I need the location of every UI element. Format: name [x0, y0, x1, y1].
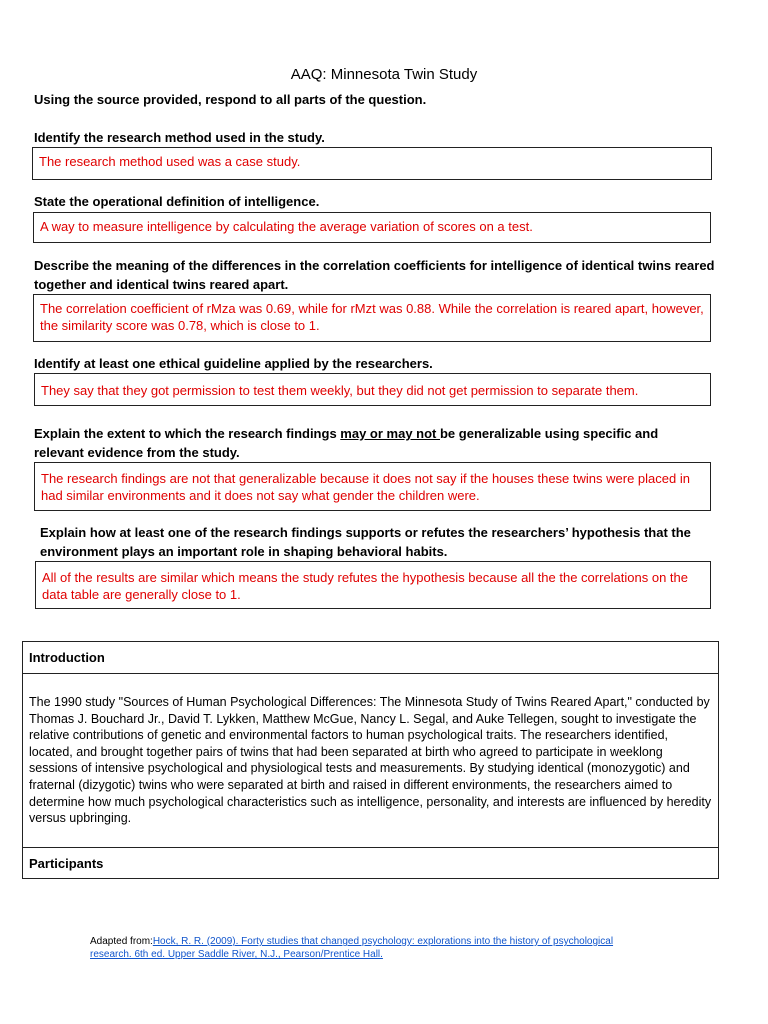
- answer-box-6[interactable]: All of the results are similar which means the study refutes the hypothesis because all the the correlations on the data table are generally close to 1.: [35, 561, 711, 609]
- citation-prefix: Adapted from:: [90, 936, 153, 947]
- citation: [90, 935, 650, 961]
- question-2: State the operational definition of intelligence.: [34, 194, 320, 209]
- question-1: Identify the research method used in the study.: [34, 130, 325, 145]
- introduction-heading: Introduction: [23, 642, 718, 674]
- question-5-underlined-text: may or may not: [340, 426, 440, 441]
- page-title: AAQ: Minnesota Twin Study: [290, 66, 478, 83]
- info-table: [22, 641, 719, 879]
- instructions: Using the source provided, respond to all parts of the question.: [34, 92, 427, 107]
- question-3: Describe the meaning of the differences in the correlation coefficients for intelligence of identical twins reared together and identical twins reared apart.: [34, 258, 715, 292]
- answer-box-3[interactable]: The correlation coefficient of rMza was 0.69, while for rMzt was 0.88. While the correlation is reared apart, however, the similarity score was 0.78, which is close to 1.: [33, 294, 711, 342]
- answer-box-2[interactable]: A way to measure intelligence by calculating the average variation of scores on a test.: [33, 212, 711, 243]
- introduction-text: The 1990 study "Sources of Human Psychological Differences: The Minnesota Study of Twins Reared Apart," conducted by Thomas J. Bouchard Jr., David T. Lykken, Matthew McGue, Nancy L. Segal, and Auke Tellegen, sought to investigate the relative contributions of genetic and environmental factors to human psychological traits. The researchers identified, located, and brought together pairs of twins that had been separated at birth who agreed to participate in weeklong sessions of intensive psychological and physiological tests and measurements. By studying identical (monozygotic) and fraternal (dizygotic) twins who were separated at birth and raised in different environments, the researchers aimed to determine how much psychological characteristics such as intelligence, personality, and interests are influenced by heredity versus upbringing.: [23, 674, 718, 848]
- answer-box-1[interactable]: The research method used was a case study.: [32, 147, 712, 180]
- answer-box-5[interactable]: The research findings are not that generalizable because it does not say if the houses these twins were placed in had similar environments and it does not say what gender the children were.: [34, 462, 711, 511]
- question-4: Identify at least one ethical guideline applied by the researchers.: [34, 356, 433, 371]
- question-6: Explain how at least one of the research findings supports or refutes the researchers’ hypothesis that the environment plays an important role in shaping behavioral habits.: [40, 525, 691, 559]
- question-5-text-after: be generalizable using specific and relevant evidence from the study.: [34, 426, 659, 460]
- question-5-text-before: Explain the extent to which the research findings: [34, 426, 341, 441]
- participants-heading: Participants: [29, 855, 104, 871]
- answer-box-4[interactable]: They say that they got permission to test them weekly, but they did not get permission to separate them.: [34, 373, 711, 406]
- question-5: [34, 425, 679, 462]
- citation-link[interactable]: Hock, R. R. (2009). Forty studies that changed psychology: explorations into the history of psychological research. 6th ed. Upper Saddle River, N.J., Pearson/Prentice Hall.: [90, 936, 614, 960]
